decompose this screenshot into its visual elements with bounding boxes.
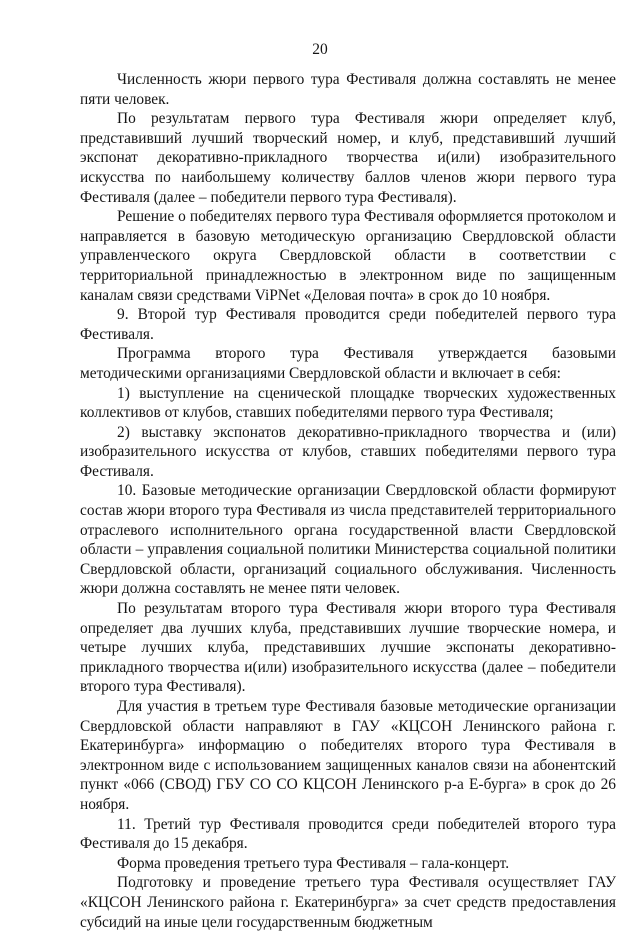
document-body [80, 70, 616, 932]
paragraph-third-round-participation: Для участия в третьем туре Фестиваля базовые методические организации Свердловской области направляют в ГАУ «КЦСОН Ленинского района г. Екатеринбурга» информацию о победителях второго тура Фестиваля в электронном виде с использованием защищенных каналов связи на абонентский пункт «066 (СВОД) ГБУ СО СО КЦСОН Ленинского р-а Е-бурга» в срок до 26 ноября. [80, 698, 616, 813]
paragraph-second-round-program: Программа второго тура Фестиваля утверждается базовыми методическими организациями Свердловской области и включает в себя: [80, 345, 616, 382]
paragraph-item-9: 9. Второй тур Фестиваля проводится среди победителей первого тура Фестиваля. [80, 306, 616, 343]
paragraph-item-11: 11. Третий тур Фестиваля проводится среди победителей второго тура Фестиваля до 15 декабря. [80, 815, 616, 853]
paragraph-first-round-results: По результатам первого тура Фестиваля жюри определяет клуб, представивший лучший творческий номер, и клуб, представивший лучший экспонат декоративно-прикладного творчества и(или) изобразительного искусства по наибольшему количеству баллов членов жюри первого тура Фестиваля (далее – победители первого тура Фестиваля). [80, 110, 616, 206]
paragraph-second-round-results: По результатам второго тура Фестиваля жюри второго тура Фестиваля определяет два лучших клуба, представивших лучшие творческие номера, и четыре лучших клуба, представивших лучшие экспонаты декоративно-прикладного творчества и(или) изобразительного искусства (далее – победители второго тура Фестиваля). [80, 600, 616, 696]
list-item-1: 1) выступление на сценической площадке творческих художественных коллективов от клубов, ставших победителями первого тура Фестиваля; [80, 384, 616, 422]
paragraph-jury-size-first-round: Численность жюри первого тура Фестиваля должна составлять не менее пяти человек. [80, 71, 616, 108]
paragraph-item-10: 10. Базовые методические организации Свердловской области формируют состав жюри второго тура Фестиваля из числа представителей территориального отраслевого исполнительного органа государственной власти Свердловской области – управления социальной политики Министерства социальной политики Свердловской области, организаций социального обслуживания. Численность жюри должна составлять не менее пяти человек. [80, 482, 616, 598]
paragraph-third-round-organization: Подготовку и проведение третьего тура Фестиваля осуществляет ГАУ «КЦСОН Ленинского района г. Екатеринбурга» за счет средств предоставления субсидий на иные цели государственным бюджетным [80, 874, 616, 931]
paragraph-first-round-decision: Решение о победителях первого тура Фестиваля оформляется протоколом и направляется в базовую методическую организацию Свердловской области управленческого округа Свердловской области в соответствии с территориальной принадлежностью в электронном виде по защищенным каналам связи средствами ViPNet «Деловая почта» в срок до 10 ноября. [80, 208, 616, 304]
paragraph-third-round-format: Форма проведения третьего тура Фестиваля – гала-концерт. [117, 854, 510, 872]
list-item-2: 2) выставку экспонатов декоративно-прикладного творчества и (или) изобразительного искусства от клубов, ставших победителями первого тура Фестиваля. [80, 423, 616, 480]
page-number: 20 [312, 41, 328, 58]
